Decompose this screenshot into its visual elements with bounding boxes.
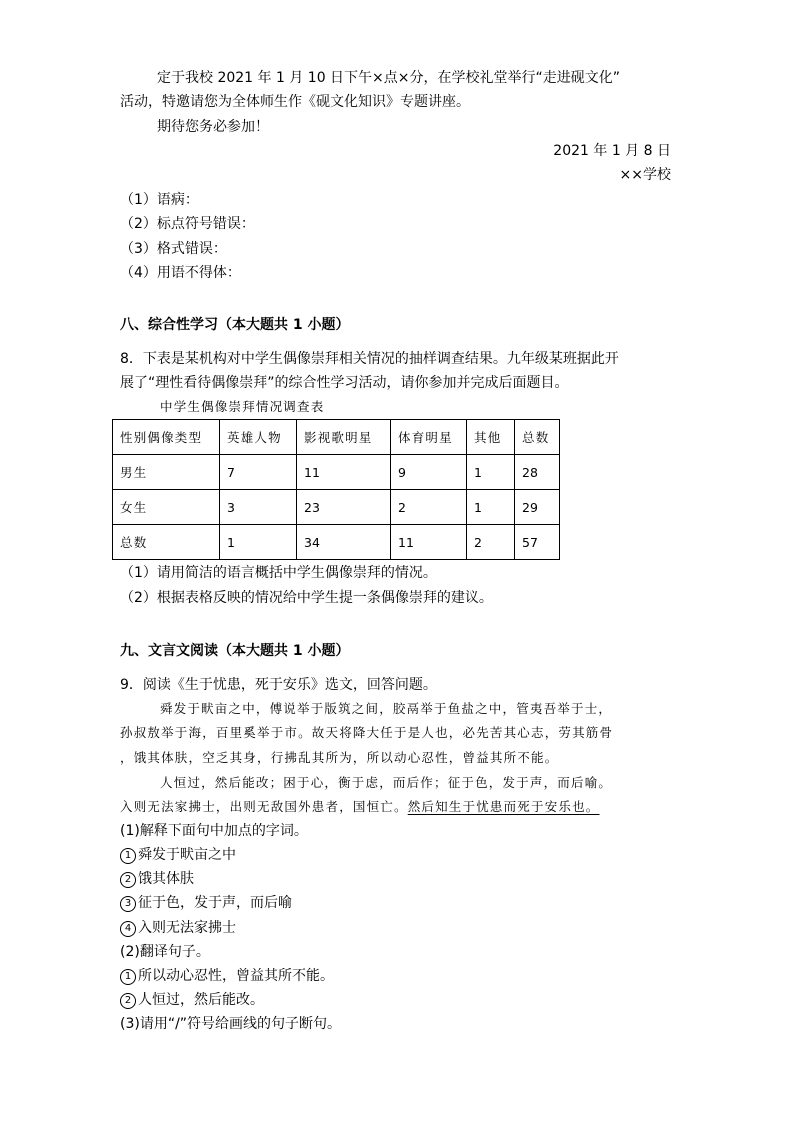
table-cell: 3: [220, 490, 297, 525]
sub1-item-text: 入则无法家拂士: [138, 920, 236, 936]
table-cell: 1: [220, 525, 297, 560]
table-cell: 23: [297, 490, 391, 525]
section-8-heading: 八、综合性学习（本大题共 1 小题）: [120, 317, 350, 333]
table-cell: 7: [220, 455, 297, 490]
table-cell: 2: [391, 490, 467, 525]
table-cell: 34: [297, 525, 391, 560]
passage-line-last: [120, 797, 600, 817]
notice-line-2: 活动，特邀请您为全体师生作《砚文化知识》专题讲座。: [120, 94, 470, 110]
table-header-cell: 影视歌明星: [297, 420, 391, 455]
table-row: [113, 455, 560, 490]
table-cell: 总数: [113, 525, 220, 560]
table-cell: 2: [467, 525, 515, 560]
table-cell: 女生: [113, 490, 220, 525]
section-9-sub-3: (3)请用“/”符号给画线的句子断句。: [120, 1016, 342, 1032]
q7-item: （1）语病：: [120, 192, 199, 208]
table-cell: 29: [515, 490, 560, 525]
section-9-heading: 九、文言文阅读（本大题共 1 小题）: [120, 643, 350, 659]
table-cell: 11: [297, 455, 391, 490]
table-cell: 1: [467, 490, 515, 525]
sub2-item-text: 所以动心忍性，曾益其所不能。: [138, 968, 334, 984]
circled-number: 4: [120, 921, 136, 937]
table-header-cell: 体育明星: [391, 420, 467, 455]
notice-signer: ××学校: [619, 167, 671, 183]
circled-number: 2: [120, 993, 136, 1009]
sub2-item: [120, 966, 334, 986]
table-header-cell: 总数: [515, 420, 560, 455]
sub2-item-text: 人恒过，然后能改。: [138, 992, 264, 1008]
table-cell: 11: [391, 525, 467, 560]
sub2-item: [120, 990, 264, 1010]
table-row: [113, 490, 560, 525]
table-cell: 男生: [113, 455, 220, 490]
underlined-sentence: 然后知生于忧患而死于安乐也。: [407, 799, 600, 814]
q7-item: （4）用语不得体：: [120, 265, 241, 281]
passage-line: ，饿其体肤，空乏其身，行拂乱其所为，所以动心忍性，曾益其所不能。: [120, 750, 559, 765]
section-8-intro-1: 8．下表是某机构对中学生偶像崇拜相关情况的抽样调查结果。九年级某班据此开: [120, 351, 619, 367]
passage-line: 孙叔敖举于海，百里奚举于市。故天将降大任于是人也，必先苦其心志，劳其筋骨: [120, 725, 614, 740]
circled-number: 3: [120, 896, 136, 912]
table-header-row: [113, 420, 560, 455]
notice-date: 2021 年 1 月 8 日: [553, 143, 671, 159]
table-row: [113, 525, 560, 560]
sub1-item: [120, 845, 236, 865]
circled-number: 1: [120, 848, 136, 864]
circled-number: 1: [120, 969, 136, 985]
table-header-cell: 其他: [467, 420, 515, 455]
sub1-item: [120, 893, 292, 913]
notice-line-3: 期待您务必参加！: [157, 119, 269, 135]
notice-line-1: 定于我校 2021 年 1 月 10 日下午×点×分，在学校礼堂举行“走进砚文化”: [157, 70, 621, 86]
passage-line: 人恒过，然后能改；困于心，衡于虑，而后作；征于色，发于声，而后喻。: [160, 775, 613, 790]
passage-text: 入则无法家拂士，出则无敌国外患者，国恒亡。: [120, 799, 408, 814]
table-header-cell: 性别偶像类型: [113, 420, 220, 455]
q7-item: （2）标点符号错误：: [120, 216, 255, 232]
sub1-item-text: 舜发于畎亩之中: [138, 847, 236, 863]
sub1-item: [120, 869, 194, 889]
q7-item: （3）格式错误：: [120, 241, 227, 257]
sub1-item-text: 征于色，发于声，而后喻: [138, 895, 292, 911]
section-8-q2: （2）根据表格反映的情况给中学生提一条偶像崇拜的建议。: [120, 590, 493, 606]
table-cell: 57: [515, 525, 560, 560]
circled-number: 2: [120, 872, 136, 888]
table-title: 中学生偶像崇拜情况调查表: [160, 399, 325, 414]
table-cell: 9: [391, 455, 467, 490]
section-9-sub-1: (1)解释下面句中加点的字词。: [120, 823, 308, 839]
table-cell: 28: [515, 455, 560, 490]
section-8-intro-2: 展了“理性看待偶像崇拜”的综合性学习活动，请你参加并完成后面题目。: [120, 375, 569, 391]
section-9-sub-2: (2)翻译句子。: [120, 944, 210, 960]
sub1-item: [120, 918, 236, 938]
section-9-intro: 9．阅读《生于忧患，死于安乐》选文，回答问题。: [120, 677, 437, 693]
sub1-item-text: 饿其体肤: [138, 871, 194, 887]
passage-line: 舜发于畎亩之中，傅说举于版筑之间，胶鬲举于鱼盐之中，管夷吾举于士，: [160, 701, 613, 716]
table-header-cell: 英雄人物: [220, 420, 297, 455]
survey-table: [112, 419, 560, 560]
table-cell: 1: [467, 455, 515, 490]
section-8-q1: （1）请用简洁的语言概括中学生偶像崇拜的情况。: [120, 565, 437, 581]
